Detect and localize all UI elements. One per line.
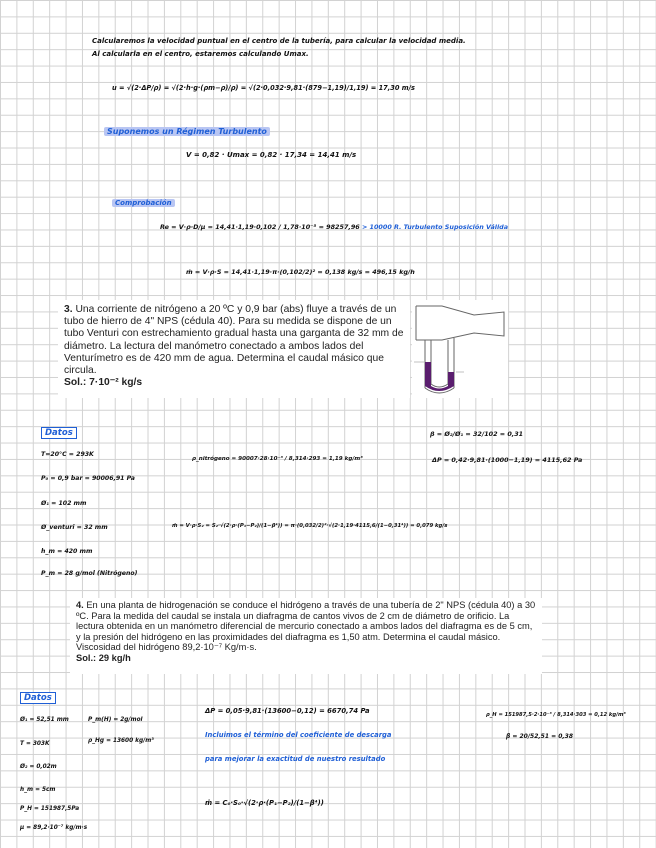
venturi-diagram-icon: [412, 300, 508, 398]
turbulent-label: Suponemos un Régimen Turbulento: [104, 127, 270, 136]
beta-equation-4: β = 20/52,51 = 0,38: [506, 733, 574, 740]
problem-3: [58, 300, 410, 398]
intro-line-2: Al calcularla en el centro, estaremos calculando Umax.: [92, 50, 309, 58]
beta-equation-3: β = Ø₂/Ø₁ = 32/102 = 0,31: [430, 430, 524, 438]
pressure-drop-4: ΔP = 0,05·9,81·(13600−0,12) = 6670,74 Pa: [205, 707, 370, 715]
equation-umax: [112, 84, 415, 92]
problem-4: [70, 598, 542, 674]
note-line-2: para mejorar la exactitud de nuestro resultado: [205, 755, 386, 763]
note-line-1: Incluimos el término del coeficiente de descarga: [205, 731, 392, 739]
data-4-item: T = 303K: [20, 741, 50, 747]
data-label-4: Datos: [20, 692, 56, 704]
problem-3-text: Una corriente de nitrógeno a 20 ºC y 0,9 bar (abs) fluye a través de un tubo de hierro de 4" NPS (cédula 40). Para su medida se dispone de un tubo Venturi con estrechamiento gradual hasta una garganta de 32 mm de diámetro. La lectura del manómetro conectado a ambos lados del Venturímetro es de 420 mm de agua. Determina el caudal másico que circula.: [64, 304, 404, 377]
problem-4-text: En una planta de hidrogenación se conduce el hidrógeno a través de una tubería de 2" NPS (cédula 40) a 30 ºC. Para la medida del caudal se instala un diafragma de cantos vivos de 2 cm de diámetro de orificio. La lectura obtenida en un manómetro diferencial de mercurio conectado a ambos lados del diafragma es de 5 cm, y la presión del hidrógeno en las proximidades del diafragma es 1,50 atm. Determina el caudal másico. Viscosidad del hidrógeno 89,2·10⁻⁷ Kg/m·s.: [76, 600, 536, 653]
check-label: Comprobación: [112, 199, 175, 207]
data-4-item: P_H = 151987,5Pa: [20, 806, 80, 812]
problem-3-solution: Sol.: 7·10⁻² kg/s: [64, 377, 143, 389]
problem-4-solution: Sol.: 29 kg/h: [76, 652, 131, 663]
intro-line-1: Calcularemos la velocidad puntual en el centro de la tubería, para calcular la velocidad media.: [92, 37, 466, 45]
data-3-item: P_m = 28 g/mol (Nitrógeno): [41, 570, 138, 577]
data-4b-item: P_m(H) = 2g/mol: [88, 717, 143, 723]
data-4-item: Ø₁ = 52,51 mm: [20, 717, 69, 723]
reynolds-value: Re = V·ρ·D/μ = 14,41·1,19·0,102 / 1,78·10⁻⁵ = 98257,96: [160, 223, 360, 231]
data-3-item: h_m = 420 mm: [41, 548, 93, 555]
mass-flow-3: ṁ = V·ρ·S₂ = S₂·√(2·ρ·(P₁−P₂)/(1−β⁴)) = π·(0,032/2)²·√(2·1,19·4115,6/(1−0,31⁴)) = 0,079 kg/s: [172, 523, 448, 529]
data-3-item: Ø_venturi = 32 mm: [41, 524, 108, 531]
equation-umax-result: 17,30 m/s: [378, 84, 415, 92]
problem-3-number: 3.: [64, 304, 73, 315]
mass-flow-4: ṁ = C₀·S₀·√(2·ρ·(P₁−P₂)/(1−β⁴)): [205, 799, 324, 807]
rho-nitrogen-equation: ρ_nitrógeno = 90007·28·10⁻³ / 8,314·293 = 1,19 kg/m³: [192, 456, 363, 462]
data-4-item: Ø₂ = 0,02m: [20, 764, 57, 770]
data-4-item: μ = 89,2·10⁻⁷ kg/m·s: [20, 825, 88, 831]
equation-umax-lhs: u = √(2·ΔP/ρ) = √(2·h·g·(ρm−ρ)/ρ) = √(2·0,032·9,81·(879−1,19)/1,19) =: [112, 84, 377, 92]
mass-flow-equation: ṁ = V·ρ·S = 14,41·1,19·π·(0,102/2)² = 0,138 kg/s = 496,15 kg/h: [186, 268, 415, 276]
velocity-equation: V = 0,82 · Umax = 0,82 · 17,34 = 14,41 m/s: [186, 151, 357, 159]
problem-4-number: 4.: [76, 600, 84, 610]
data-4-item: h_m = 5cm: [20, 787, 56, 793]
rho-hydrogen-equation: ρ_H = 151987,5·2·10⁻³ / 8,314·303 = 0,12 kg/m³: [486, 712, 626, 718]
data-label-3: Datos: [41, 427, 77, 439]
data-3-item: Ø₁ = 102 mm: [41, 500, 87, 507]
reynolds-equation: [160, 223, 508, 231]
venturi-figure: [412, 300, 508, 398]
reynolds-note: > 10000 R. Turbulento Suposición Válida: [361, 223, 509, 231]
data-3-item: P₀ = 0,9 bar = 90006,91 Pa: [41, 475, 135, 482]
data-4b-item: ρ_Hg = 13600 kg/m³: [88, 738, 154, 744]
data-3-item: T=20°C = 293K: [41, 451, 94, 458]
pressure-drop-3: ΔP = 0,42·9,81·(1000−1,19) = 4115,62 Pa: [432, 456, 583, 464]
